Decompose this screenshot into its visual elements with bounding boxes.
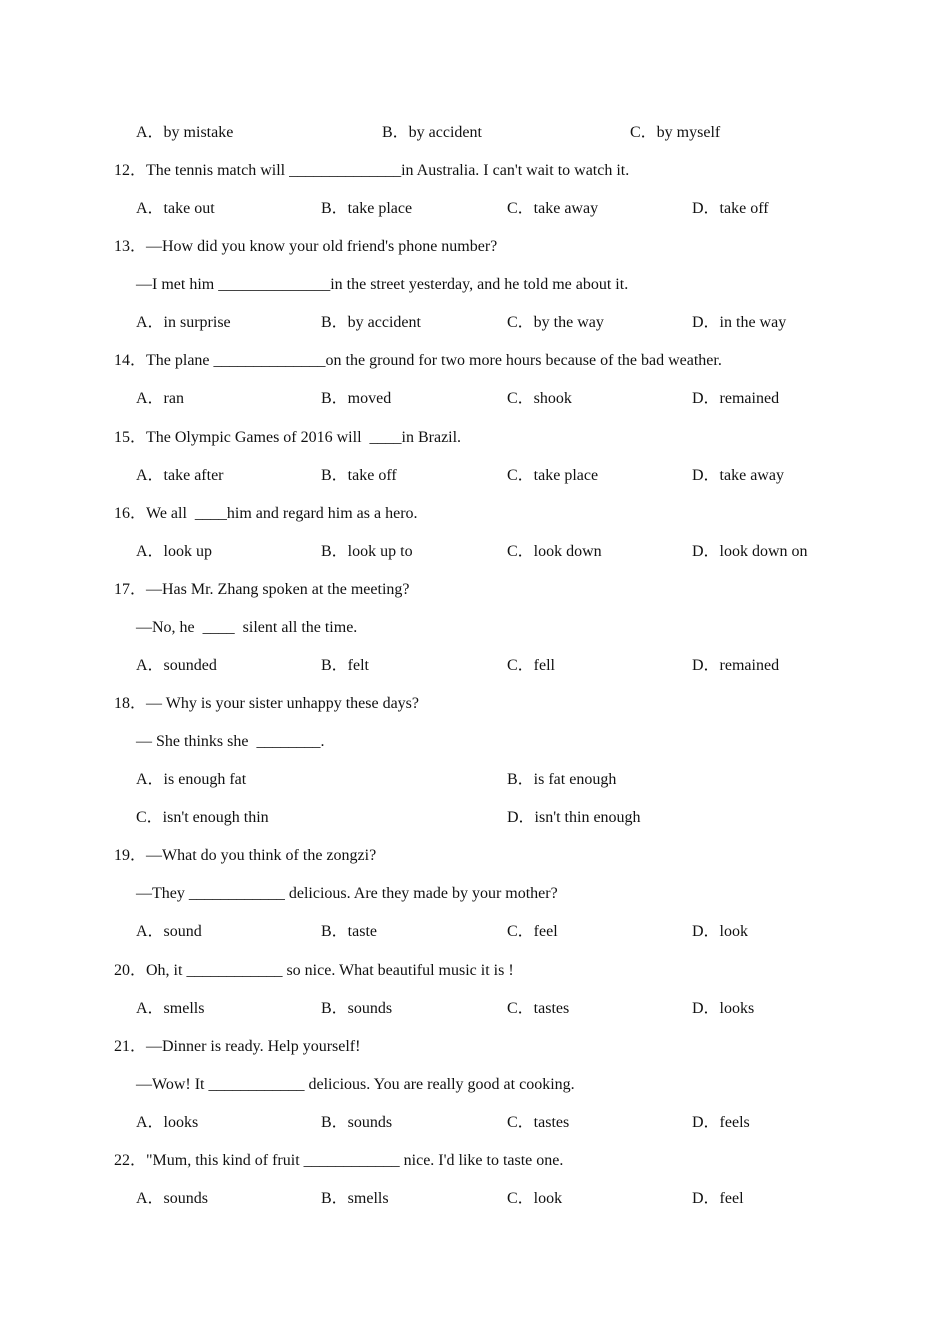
answer-option: D．feel: [692, 1189, 744, 1207]
answer-option: B．felt: [321, 656, 369, 674]
answer-option: C．tastes: [507, 999, 570, 1017]
answer-option: B．look up to: [321, 542, 413, 560]
question-stem: 12．The tennis match will ______________in Australia. I can't wait to watch it.: [114, 162, 630, 180]
answer-option: C．tastes: [507, 1113, 570, 1131]
dialogue-line: —I met him ______________in the street yesterday, and he told me about it.: [136, 276, 629, 294]
question-stem-row: [0, 694, 950, 732]
answer-option: B．by accident: [382, 124, 482, 141]
answer-option: D．remained: [692, 656, 780, 674]
answer-option: B．take off: [321, 466, 397, 484]
answer-option: A．ran: [136, 390, 184, 408]
answer-option: A．sounded: [136, 656, 217, 674]
options-row: [0, 999, 950, 1037]
answer-option: B．is fat enough: [507, 771, 617, 789]
question-stem-row: [0, 961, 950, 999]
dialogue-line: —They ____________ delicious. Are they made by your mother?: [136, 885, 558, 903]
dialogue-line: — She thinks she ________.: [136, 733, 325, 751]
answer-option: C．shook: [507, 390, 572, 408]
dialogue-line-row: [0, 884, 950, 922]
answer-option: B．by accident: [321, 314, 421, 332]
options-row: [0, 466, 950, 504]
options-row: [0, 1113, 950, 1151]
question-stem: 19．—What do you think of the zongzi?: [114, 847, 377, 865]
question-stem: 15．The Olympic Games of 2016 will ____in Brazil.: [114, 428, 462, 446]
answer-option: D．looks: [692, 999, 755, 1017]
question-stem-row: [0, 1037, 950, 1075]
dialogue-line: —No, he ____ silent all the time.: [136, 618, 358, 636]
options-row: [0, 770, 950, 808]
answer-option: A．is enough fat: [136, 771, 247, 789]
dialogue-line-row: [0, 275, 950, 313]
answer-option: B．sounds: [321, 999, 393, 1017]
answer-option: A．take after: [136, 466, 224, 484]
answer-option: A．sounds: [136, 1189, 209, 1207]
options-row: [0, 808, 950, 846]
options-row: [0, 656, 950, 694]
answer-option: D．look: [692, 923, 749, 941]
question-stem-row: [0, 580, 950, 618]
answer-option: B．sounds: [321, 1113, 393, 1131]
dialogue-line-row: [0, 1075, 950, 1113]
options-row: [0, 922, 950, 960]
options-row: [0, 123, 950, 161]
dialogue-line-row: [0, 618, 950, 656]
question-stem-row: [0, 428, 950, 466]
question-stem-row: [0, 1151, 950, 1189]
question-stem: 21．—Dinner is ready. Help yourself!: [114, 1037, 361, 1055]
answer-option: D．take off: [692, 200, 769, 218]
answer-option: A．sound: [136, 923, 202, 941]
question-stem: 16．We all ____him and regard him as a hero.: [114, 504, 418, 522]
answer-option: C．take place: [507, 466, 599, 484]
question-stem-row: [0, 504, 950, 542]
dialogue-line: —Wow! It ____________ delicious. You are really good at cooking.: [136, 1075, 575, 1093]
question-stem: 17．—Has Mr. Zhang spoken at the meeting?: [114, 580, 410, 598]
answer-option: C．feel: [507, 923, 558, 941]
answer-option: B．moved: [321, 390, 392, 408]
answer-option: A．take out: [136, 200, 215, 218]
answer-option: A．by mistake: [136, 124, 234, 141]
answer-option: C．fell: [507, 656, 555, 674]
dialogue-line-row: [0, 732, 950, 770]
answer-option: C．take away: [507, 200, 599, 218]
answer-option: C．isn't enough thin: [136, 809, 269, 827]
question-stem-row: [0, 237, 950, 275]
question-stem-row: [0, 351, 950, 389]
options-row: [0, 542, 950, 580]
answer-option: C．look: [507, 1189, 563, 1207]
question-stem: 20．Oh, it ____________ so nice. What beautiful music it is !: [114, 961, 514, 979]
answer-option: C．by myself: [630, 124, 721, 141]
answer-option: A．look up: [136, 542, 213, 560]
answer-option: D．remained: [692, 390, 780, 408]
answer-option: B．taste: [321, 923, 377, 941]
options-row: [0, 199, 950, 237]
options-row: [0, 313, 950, 351]
question-stem-row: [0, 846, 950, 884]
question-stem-row: [0, 161, 950, 199]
question-stem: 18．— Why is your sister unhappy these days?: [114, 695, 419, 713]
answer-option: D．look down on: [692, 542, 808, 560]
question-stem: 13．—How did you know your old friend's phone number?: [114, 238, 498, 256]
answer-option: A．looks: [136, 1113, 199, 1131]
answer-option: C．by the way: [507, 314, 604, 332]
options-row: [0, 389, 950, 427]
question-stem: 22．"Mum, this kind of fruit ____________ nice. I'd like to taste one.: [114, 1151, 564, 1169]
options-row: [0, 1189, 950, 1227]
answer-option: B．take place: [321, 200, 413, 218]
answer-option: D．isn't thin enough: [507, 809, 641, 827]
answer-option: D．take away: [692, 466, 784, 484]
answer-option: D．feels: [692, 1113, 750, 1131]
answer-option: A．in surprise: [136, 314, 231, 332]
question-stem: 14．The plane ______________on the ground for two more hours because of the bad weather.: [114, 352, 722, 370]
answer-option: C．look down: [507, 542, 602, 560]
answer-option: B．smells: [321, 1189, 389, 1207]
answer-option: D．in the way: [692, 314, 787, 332]
answer-option: A．smells: [136, 999, 205, 1017]
